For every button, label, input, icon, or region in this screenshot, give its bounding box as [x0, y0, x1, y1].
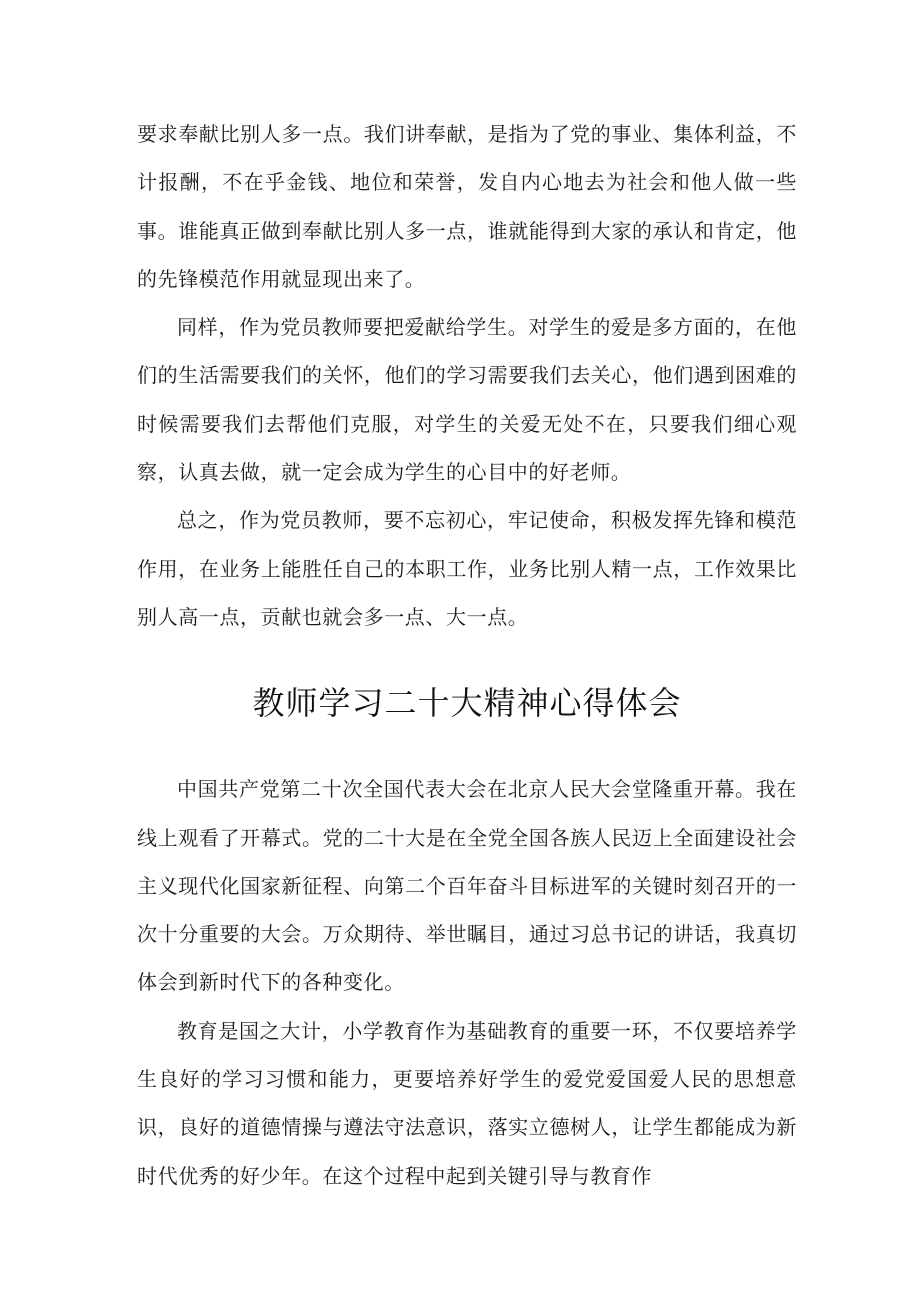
document-page — [137, 110, 797, 1200]
paragraph-continuation: 要求奉献比别人多一点。我们讲奉献，是指为了党的事业、集体利益，不计报酬，不在乎金钱、地位和荣誉，发自内心地去为社会和他人做一些事。谁能真正做到奉献比别人多一点，谁就能得到大家的承认和肯定，他的先锋模范作用就显现出来了。 — [137, 122, 797, 291]
article-title: 教师学习二十大精神心得体会 — [252, 684, 682, 723]
paragraph-congress-opening: 中国共产党第二十次全国代表大会在北京人民大会堂隆重开幕。我在线上观看了开幕式。党的二十大是在全党全国各族人民迈上全面建设社会主义现代化国家新征程、向第二个百年奋斗目标进军的关键时刻召开的一次十分重要的大会。万众期待、举世瞩目，通过习总书记的讲话，我真切体会到新时代下的各种变化。 — [137, 777, 797, 995]
paragraph-education: 教育是国之大计，小学教育作为基础教育的重要一环，不仅要培养学生良好的学习习惯和能力，更要培养好学生的爱党爱国爱人民的思想意识，良好的道德情操与遵法守法意识，落实立德树人，让学生都能成为新时代优秀的好少年。在这个过程中起到关键引导与教育作 — [137, 1018, 797, 1188]
paragraph-love-students: 同样，作为党员教师要把爱献给学生。对学生的爱是多方面的，在他们的生活需要我们的关怀，他们的学习需要我们去关心，他们遇到困难的时候需要我们去帮他们克服，对学生的关爱无处不在，只要我们细心观察，认真去做，就一定会成为学生的心目中的好老师。 — [137, 315, 797, 485]
paragraph-conclusion: 总之，作为党员教师，要不忘初心，牢记使命，积极发挥先锋和模范作用，在业务上能胜任自己的本职工作，业务比别人精一点，工作效果比别人高一点，贡献也就会多一点、大一点。 — [137, 508, 797, 629]
